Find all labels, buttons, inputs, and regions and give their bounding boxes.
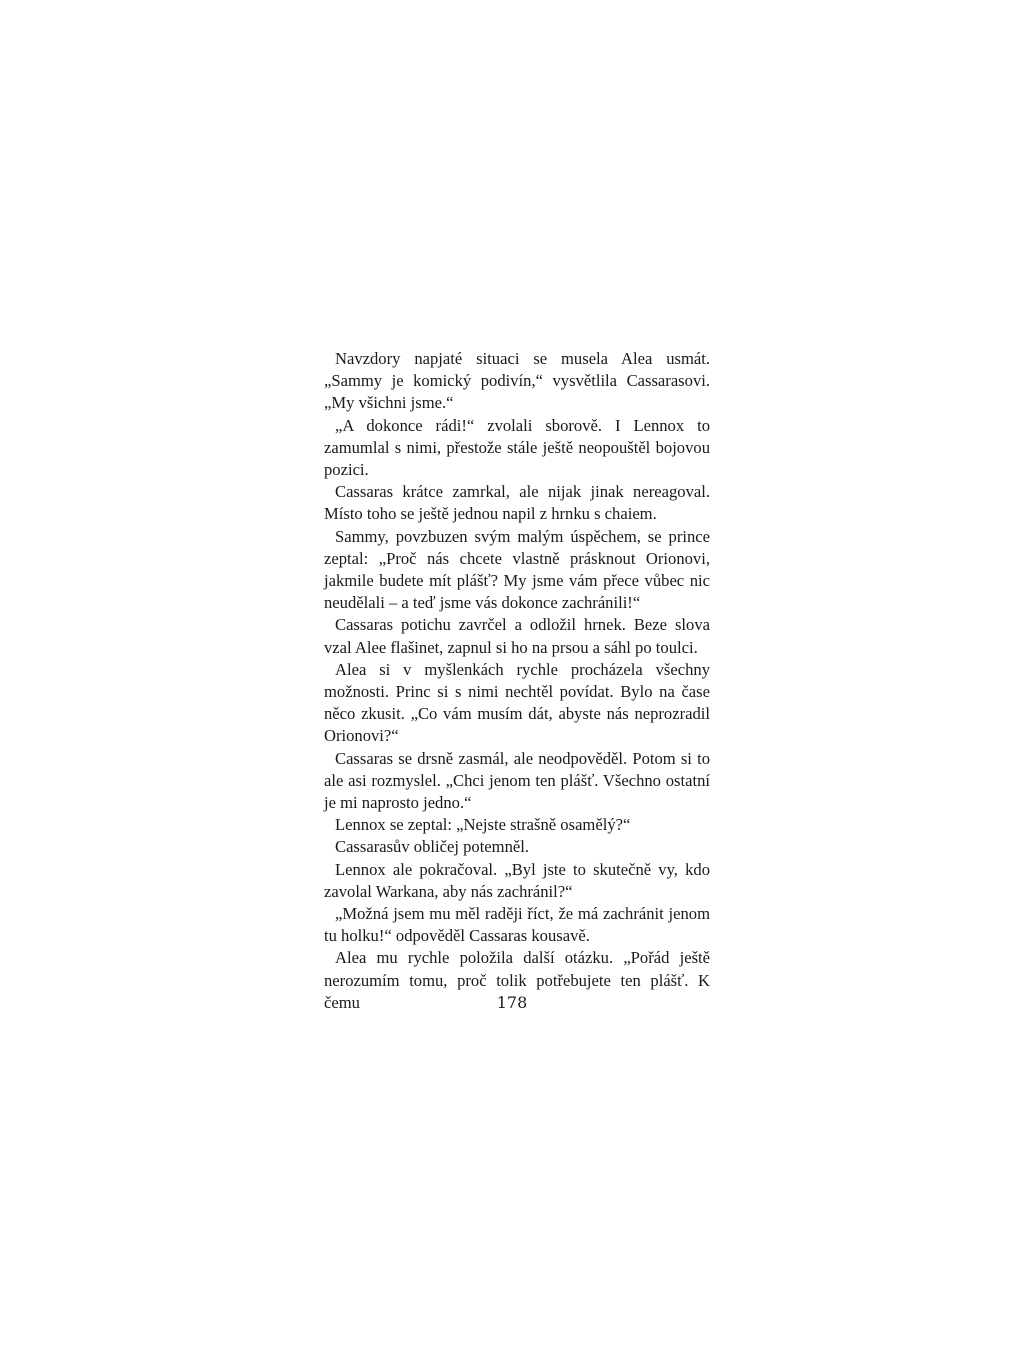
paragraph: Sammy, povzbuzen svým malým úspěchem, se prince zeptal: „Proč nás chcete vlastně prásknout Orionovi, jakmile budete mít plášť? My jsme vám přece vůbec nic neudělali – a teď jsme vás dokonce zachránili!“ — [324, 526, 710, 613]
paragraph: Cassaras krátce zamrkal, ale nijak jinak nereagoval. Místo toho se ještě jednou napil z hrnku s chaiem. — [324, 482, 710, 524]
paragraph: Alea si v myšlenkách rychle procházela všechny možnosti. Princ si s nimi nechtěl povídat. Bylo na čase něco zkusit. „Co vám musím dát, abyste nás neprozradil Orionovi?“ — [324, 659, 710, 746]
page-number: 178 — [496, 993, 528, 1012]
paragraph: Navzdory napjaté situaci se musela Alea usmát. „Sammy je komický podivín,“ vysvětlila Cassarasovi. „My všichni jsme.“ — [324, 349, 710, 413]
paragraph: „A dokonce rádi!“ zvolali sborově. I Lennox to zamumlal s nimi, přestože stále ještě neopouštěl bojovou pozici. — [324, 415, 710, 480]
paragraph: Cassarasův obličej potemněl. — [335, 837, 530, 857]
paragraph: Cassaras potichu zavrčel a odložil hrnek. Beze slova vzal Alee flašinet, zapnul si ho na prsou a sáhl po toulci. — [324, 615, 710, 657]
paragraph: Lennox se zeptal: „Nejste strašně osamělý?“ — [335, 815, 631, 835]
paragraph: Lennox ale pokračoval. „Byl jste to skutečně vy, kdo zavolal Warkana, aby nás zachránil?“ — [324, 859, 710, 901]
paragraph: „Možná jsem mu měl raději říct, že má zachránit jenom tu holku!“ odpověděl Cassaras kousavě. — [324, 904, 710, 946]
body-text — [324, 348, 710, 1014]
paragraph: Alea mu rychle položila další otázku. „Pořád ještě nerozumím tomu, proč tolik potřebujete ten plášť. K čemu — [324, 948, 710, 1012]
paragraph: Cassaras se drsně zasmál, ale neodpověděl. Potom si to ale asi rozmyslel. „Chci jenom ten plášť. Všechno ostatní je mi naprosto jedno.“ — [324, 748, 710, 813]
